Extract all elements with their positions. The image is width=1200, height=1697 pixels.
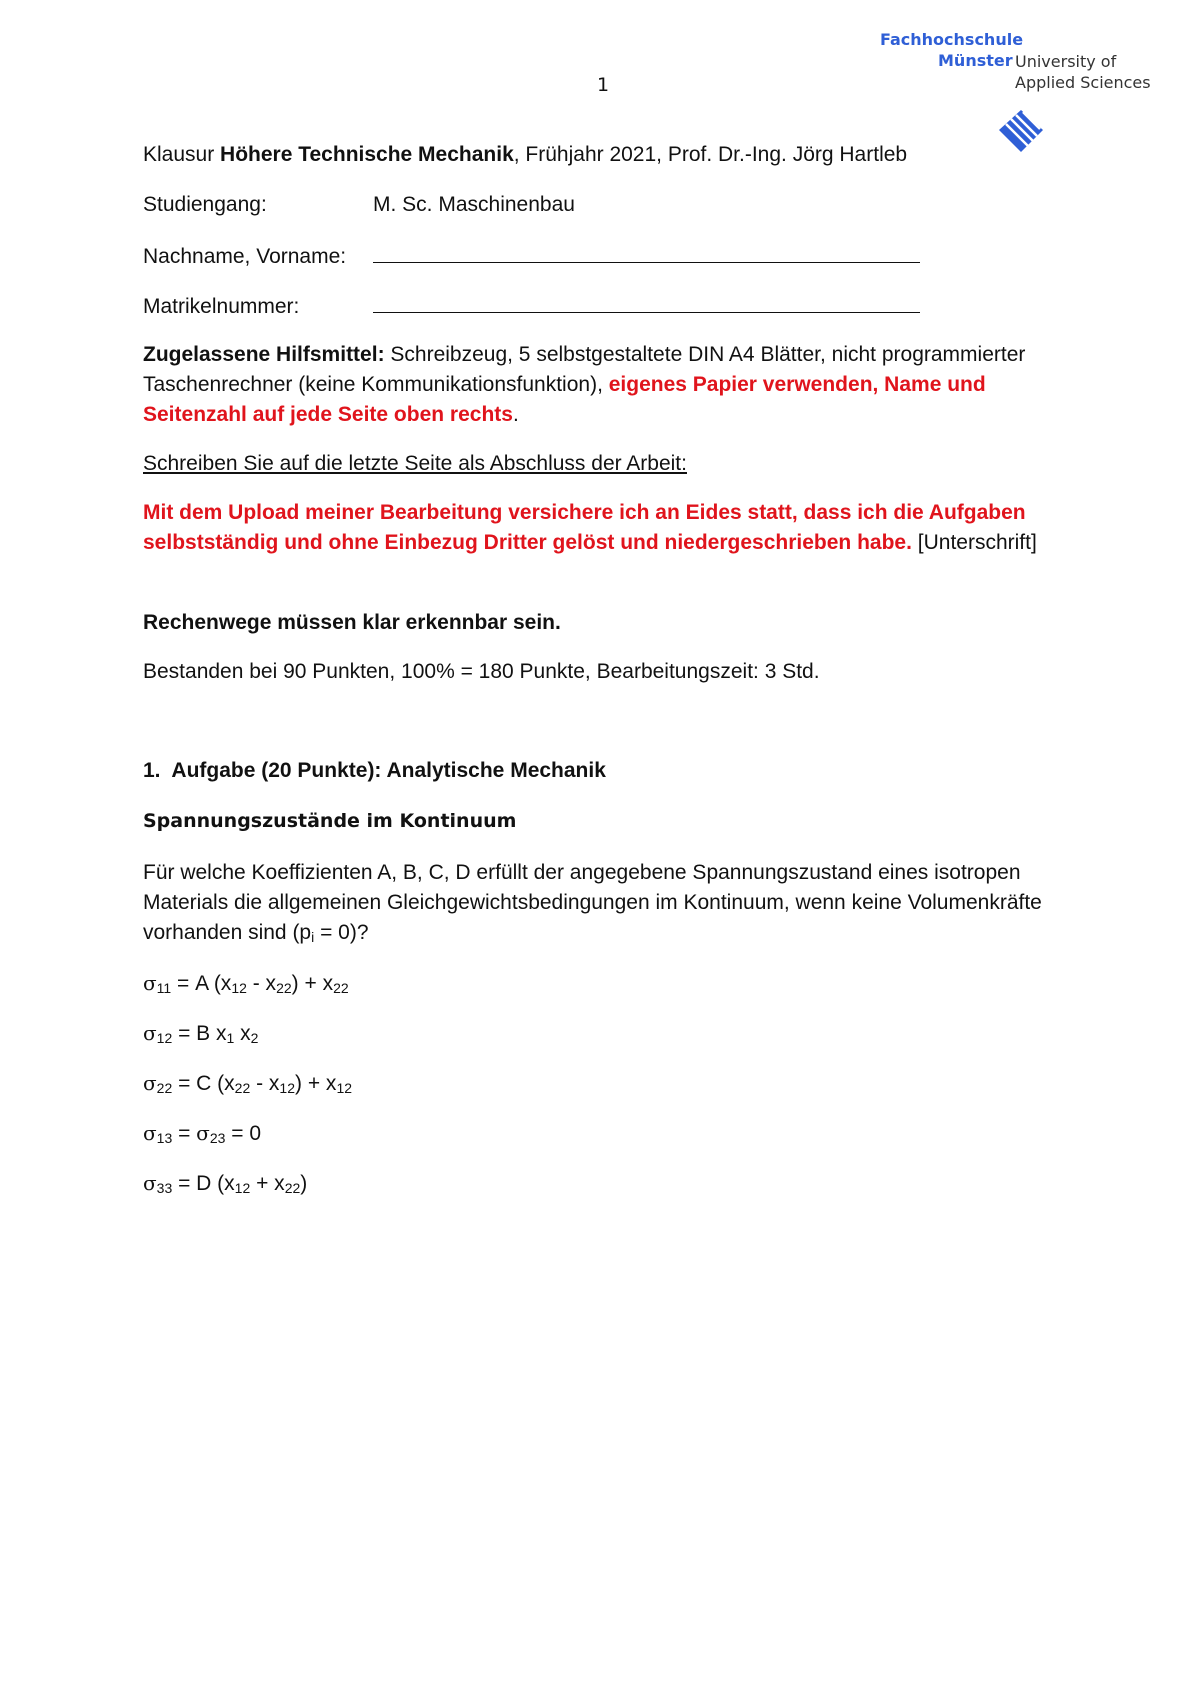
- field-studiengang: [143, 190, 575, 220]
- question-subscript: i: [311, 929, 315, 945]
- bestanden-info: Bestanden bei 90 Punkten, 100% = 180 Punkte, Bearbeitungszeit: 3 Std.: [143, 660, 820, 683]
- sigma-symbol: σ: [143, 1071, 157, 1095]
- equation-text: x: [234, 1022, 251, 1045]
- header-suffix: , Frühjahr 2021, Prof. Dr.-Ing. Jörg Hartleb: [513, 143, 908, 166]
- sigma-symbol: σ: [143, 971, 157, 995]
- subscript-index: 22: [156, 1080, 173, 1096]
- subscript-index: 12: [231, 980, 247, 996]
- logo-university-text: [1015, 51, 1151, 93]
- header-prefix: Klausur: [143, 143, 221, 166]
- field-matrikel: [143, 290, 920, 322]
- declaration-red: Mit dem Upload meiner Bearbeitung versichere ich an Eides statt, dass ich die Aufgaben selbstständig und ohne Einbezug Dritter gelöst und niedergeschrieben habe.: [143, 501, 1026, 554]
- fh-muenster-logo-icon: [996, 108, 1046, 161]
- logo-line-applied: Applied Sciences: [1015, 73, 1151, 92]
- subscript-index: 22: [333, 980, 349, 996]
- equation-line: [143, 1168, 307, 1203]
- exam-header: [143, 140, 907, 170]
- field-label: Nachname, Vorname:: [143, 245, 347, 268]
- logo-line-muenster: Münster: [938, 51, 1013, 70]
- equation-text: - x: [246, 972, 277, 995]
- equation-text: = C (x: [172, 1072, 235, 1095]
- subscript-index: 33: [156, 1180, 173, 1196]
- declaration-end: [Unterschrift]: [911, 531, 1037, 554]
- course-title: Höhere Technische Mechanik: [220, 143, 514, 166]
- equation-text: ) + x: [291, 972, 334, 995]
- subscript-index: 12: [234, 1180, 251, 1196]
- instruction-text: Schreiben Sie auf die letzte Seite als Abschluss der Arbeit:: [143, 452, 687, 475]
- equation-line: [143, 1118, 261, 1153]
- subscript-index: 1: [226, 1030, 235, 1046]
- subscript-index: 12: [156, 1030, 173, 1046]
- hilfsmittel-red: eigenes Papier verwenden, Name und Seitenzahl auf jede Seite oben rechts: [143, 373, 986, 426]
- equation-text: = D (x: [172, 1172, 235, 1195]
- equation-text: - x: [250, 1072, 280, 1095]
- subscript-index: 22: [234, 1080, 251, 1096]
- subscript-index: 11: [156, 980, 172, 996]
- aufgabe-heading: [143, 756, 606, 786]
- equation-text: =: [172, 1122, 197, 1145]
- name-blank-line: [373, 240, 920, 263]
- equation-line: [143, 968, 349, 1003]
- sigma-symbol: σ: [196, 1121, 210, 1145]
- hilfsmittel-text: Schreibzeug, 5 selbstgestaltete DIN A4 Blätter, nicht programmierter Taschenrechner (keine Kommunikationsfunktion),: [143, 343, 1026, 396]
- subscript-index: 12: [336, 1080, 353, 1096]
- logo-line-fachhochschule: Fachhochschule: [880, 30, 1024, 49]
- equation-text: = A (x: [171, 972, 232, 995]
- hilfsmittel-end: .: [512, 403, 519, 426]
- subscript-index: 22: [284, 1180, 301, 1196]
- equation-text: = 0: [225, 1122, 262, 1145]
- aufgabe-question: [143, 858, 1073, 952]
- hilfsmittel-paragraph: [143, 340, 1083, 430]
- rechenwege-note: Rechenwege müssen klar erkennbar sein.: [143, 611, 561, 634]
- question-end: = 0)?: [314, 921, 369, 944]
- equation-text: = B x: [172, 1022, 227, 1045]
- aufgabe-title: Aufgabe (20 Punkte): Analytische Mechanik: [171, 759, 606, 782]
- aufgabe-subtitle: Spannungszustände im Kontinuum: [143, 810, 517, 832]
- declaration-paragraph: [143, 498, 1083, 558]
- equation-text: ) + x: [295, 1072, 337, 1095]
- page-number: 1: [597, 74, 610, 96]
- logo-line-university: University of: [1015, 52, 1117, 71]
- equation-line: [143, 1068, 352, 1103]
- subscript-index: 12: [279, 1080, 295, 1096]
- matrikel-blank-line: [373, 290, 920, 313]
- field-name: [143, 240, 920, 272]
- sigma-symbol: σ: [143, 1021, 157, 1045]
- hilfsmittel-label: Zugelassene Hilfsmittel:: [143, 343, 385, 366]
- aufgabe-number: 1.: [143, 759, 161, 782]
- equation-line: [143, 1018, 258, 1053]
- subscript-index: 23: [209, 1130, 226, 1146]
- question-text: Für welche Koeffizienten A, B, C, D erfüllt der angegebene Spannungszustand eines isotropen Materials die allgemeinen Gleichgewichtsbedingungen im Kontinuum, wenn keine Volumenkräfte vorhanden sind (p: [143, 861, 1042, 944]
- field-label: Matrikelnummer:: [143, 295, 300, 318]
- equation-text: ): [300, 1172, 308, 1195]
- subscript-index: 22: [276, 980, 292, 996]
- subscript-index: 13: [156, 1130, 173, 1146]
- sigma-symbol: σ: [143, 1171, 157, 1195]
- subscript-index: 2: [250, 1030, 259, 1046]
- field-value: M. Sc. Maschinenbau: [373, 193, 575, 216]
- equation-text: + x: [250, 1172, 285, 1195]
- sigma-symbol: σ: [143, 1121, 157, 1145]
- field-label: Studiengang:: [143, 193, 267, 216]
